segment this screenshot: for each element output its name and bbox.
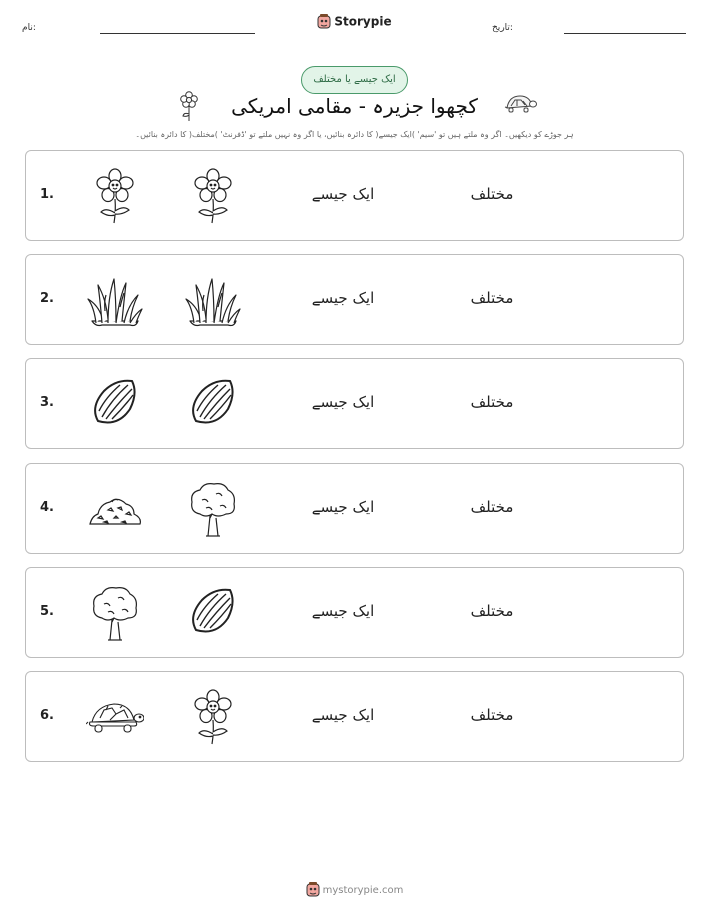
flower-icon [86, 167, 144, 225]
turtle-icon [86, 688, 144, 746]
instructions: ہر جوڑے کو دیکھیں۔ اگر وہ ملتے ہیں تو 'سیم' )ایک جیسے( کا دائرہ بنائیں، یا اگر وہ نہیں ملتے تو 'ڈفرنٹ' )مختلف( کا دائرہ بنائیں۔ [135, 130, 574, 139]
different-option[interactable]: مختلف [470, 602, 514, 620]
row-number: 1. [40, 187, 54, 202]
date-label: تاریخ: [492, 23, 513, 33]
seed-icon [184, 584, 242, 642]
tree-icon [86, 584, 144, 642]
grass-icon [86, 271, 144, 329]
turtle-decor-icon [503, 92, 537, 116]
different-option[interactable]: مختلف [470, 289, 514, 307]
name-line[interactable] [100, 33, 255, 34]
tree-icon [184, 480, 242, 538]
grass-icon [184, 271, 242, 329]
same-option[interactable]: ایک جیسے [311, 602, 375, 620]
footer-site: mystorypie.com [322, 885, 404, 896]
worksheet-type-badge: ایک جیسے یا مختلف [301, 66, 408, 94]
worksheet-title: کچھوا جزیرہ - مقامی امریکی [231, 94, 478, 118]
pair-row [25, 358, 684, 449]
same-option[interactable]: ایک جیسے [311, 706, 375, 724]
different-option[interactable]: مختلف [470, 706, 514, 724]
brand [0, 14, 709, 30]
pair-row [25, 150, 684, 241]
row-number: 3. [40, 395, 54, 410]
pair-row [25, 254, 684, 345]
pair-row [25, 567, 684, 658]
date-line[interactable] [564, 33, 686, 34]
dirt-pile-icon [86, 480, 144, 538]
storypie-footer-logo-icon [306, 882, 320, 898]
seed-icon [86, 375, 144, 433]
flower-icon [184, 167, 242, 225]
pair-row [25, 463, 684, 554]
row-number: 2. [40, 291, 54, 306]
row-number: 6. [40, 708, 54, 723]
pair-row [25, 671, 684, 762]
storypie-logo-icon [317, 14, 331, 30]
flower-icon [184, 688, 242, 746]
same-option[interactable]: ایک جیسے [311, 289, 375, 307]
seed-icon [184, 375, 242, 433]
row-number: 5. [40, 604, 54, 619]
same-option[interactable]: ایک جیسے [311, 185, 375, 203]
name-label: نام: [22, 23, 36, 33]
footer [0, 882, 709, 898]
different-option[interactable]: مختلف [470, 393, 514, 411]
brand-name: Storypie [334, 14, 392, 29]
different-option[interactable]: مختلف [470, 498, 514, 516]
different-option[interactable]: مختلف [470, 185, 514, 203]
row-number: 4. [40, 500, 54, 515]
same-option[interactable]: ایک جیسے [311, 393, 375, 411]
same-option[interactable]: ایک جیسے [311, 498, 375, 516]
